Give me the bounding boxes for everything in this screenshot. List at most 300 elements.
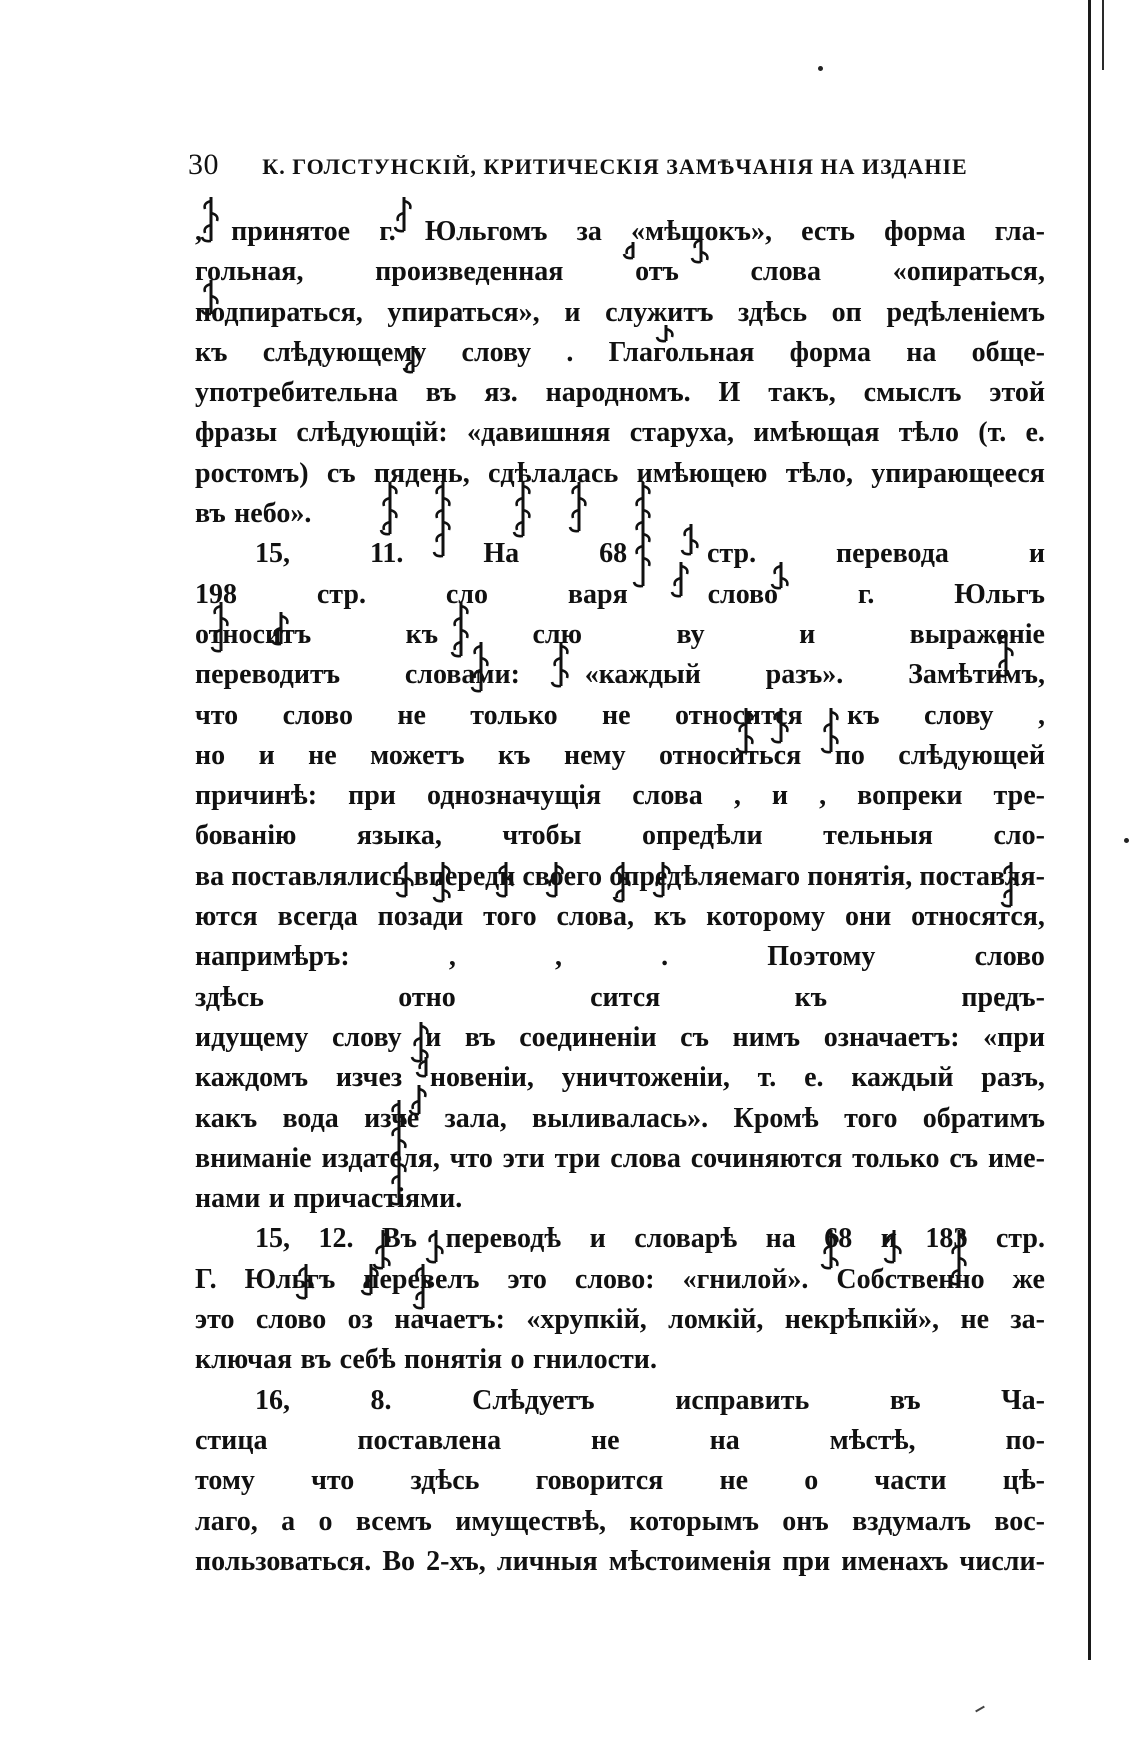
word: и (564, 296, 581, 328)
word: этой (989, 377, 1045, 409)
mongolian-word-glyph (632, 480, 654, 590)
word: къ (653, 901, 687, 933)
word: къ (847, 699, 880, 731)
text-line (195, 1381, 1045, 1421)
word: себѣ (339, 1344, 396, 1376)
word: изче (364, 1102, 420, 1134)
word: слова (610, 1142, 681, 1174)
word: каждомъ (195, 1062, 309, 1094)
text-line (195, 454, 1045, 494)
word: именахъ (841, 1545, 949, 1577)
word: и (799, 618, 816, 650)
word: въ (425, 377, 457, 409)
word: фразы (195, 417, 278, 449)
mongolian-word-glyph (432, 860, 454, 905)
word: 198 (195, 578, 237, 610)
word: обратимъ (922, 1102, 1045, 1134)
word: «давишняя (466, 417, 611, 449)
word: произведенная (375, 256, 564, 288)
word: цѣ- (1002, 1465, 1045, 1497)
word: относятся, (911, 901, 1045, 933)
text-line (195, 978, 1045, 1018)
word: съ (326, 457, 356, 489)
word: однозначущія (427, 780, 602, 812)
word: , (195, 216, 202, 247)
word: въ (464, 1021, 496, 1053)
word: Глагольная (608, 336, 755, 368)
word: народномъ. (545, 377, 691, 409)
mongolian-word-glyph (690, 234, 712, 266)
word: отно (398, 981, 456, 1013)
word: ростомъ) (195, 457, 309, 489)
word: которымъ (629, 1505, 759, 1537)
word: «каждый (584, 659, 701, 691)
word: эти (502, 1142, 545, 1174)
mongolian-word-glyph (948, 1228, 970, 1288)
word: здѣсь (195, 981, 264, 1013)
text-line (195, 1421, 1045, 1461)
word: слово (974, 941, 1045, 973)
word: име- (987, 1142, 1045, 1174)
word: онъ (782, 1505, 829, 1537)
word: 8. (370, 1384, 392, 1416)
mongolian-word-glyph (550, 640, 572, 690)
text-line (195, 816, 1045, 856)
word: 68 (824, 1223, 853, 1255)
word: . (661, 941, 669, 973)
mongolian-word-glyph (402, 344, 424, 376)
word: разъ». (765, 659, 844, 691)
word: поставля- (919, 860, 1045, 892)
word: 11. (369, 538, 404, 570)
mongolian-word-glyph (735, 706, 757, 756)
word: числи- (959, 1545, 1045, 1577)
mongolian-word-glyph (883, 1228, 905, 1266)
word: позади (377, 901, 464, 933)
word: чтобы (502, 820, 582, 852)
word: слѣдующему (262, 336, 427, 368)
word: сло- (993, 820, 1045, 852)
mongolian-word-glyph (680, 522, 702, 558)
word: пользоваться. (195, 1545, 372, 1577)
word: о (510, 1344, 525, 1376)
word: но (195, 739, 226, 771)
word: въ (889, 1384, 921, 1416)
word: такъ, (768, 377, 836, 409)
word: къ (405, 618, 439, 650)
scan-mark (975, 1706, 985, 1713)
word: начаетъ: (394, 1304, 505, 1336)
word: и (589, 1223, 606, 1255)
word: опредѣляемаго (609, 860, 801, 892)
word: нимъ (732, 1021, 801, 1053)
word: слова (632, 780, 703, 812)
mongolian-word-glyph (295, 1262, 317, 1302)
mongolian-word-glyph (652, 860, 674, 900)
word: Собственно (836, 1263, 985, 1295)
mongolian-word-glyph (388, 1098, 410, 1208)
word: перевода (836, 538, 949, 570)
word: переводѣ (445, 1223, 562, 1255)
word: слову (923, 699, 994, 731)
word: причинѣ: (195, 780, 318, 812)
word: въ (300, 1344, 332, 1376)
mongolian-word-glyph (393, 195, 415, 235)
word: выливалась». (532, 1102, 709, 1134)
word: некрѣпкій», (784, 1304, 940, 1336)
word: поставлена (357, 1424, 502, 1456)
scan-edge-rule (1088, 0, 1091, 1660)
word: что (311, 1465, 355, 1497)
text-line (195, 252, 1045, 292)
word: слова, (556, 901, 635, 933)
word: гнилости. (532, 1344, 657, 1376)
word: исправить (675, 1384, 810, 1416)
word: слю (532, 618, 583, 650)
word: гольная, (195, 256, 304, 288)
word: здѣсь (738, 296, 807, 328)
word: къ (195, 336, 228, 368)
word: (т. (978, 417, 1007, 449)
word: слово (707, 578, 778, 610)
word: форма (789, 336, 872, 368)
word: стица (195, 1424, 268, 1456)
text-line (195, 534, 1045, 574)
mongolian-word-glyph (622, 240, 644, 262)
word: Кромѣ (733, 1102, 819, 1134)
mongolian-word-glyph (670, 560, 692, 600)
word: . (566, 336, 574, 368)
word: Замѣтимъ, (908, 659, 1045, 691)
mongolian-word-glyph (415, 1055, 437, 1080)
word: личныя (496, 1545, 598, 1577)
scan-edge-rule-short (1102, 0, 1104, 70)
word: напримѣръ: (195, 941, 350, 973)
mongolian-word-glyph (545, 860, 567, 900)
word: можетъ (370, 739, 465, 771)
word: «гнилой». (682, 1263, 809, 1295)
word: и (268, 1183, 285, 1215)
word: лаго, (195, 1505, 258, 1537)
word: вздумалъ (852, 1505, 971, 1537)
word: слѣдующій: (296, 417, 448, 449)
word: Слѣдуетъ (472, 1384, 595, 1416)
word: при (348, 780, 396, 812)
text-line (195, 1099, 1045, 1139)
word: не (308, 739, 337, 771)
mongolian-word-glyph (210, 600, 232, 655)
word: о (804, 1465, 819, 1497)
page-header (188, 148, 1068, 182)
word: соединеніи (519, 1021, 657, 1053)
word: слову (461, 336, 532, 368)
word: какъ (195, 1102, 258, 1134)
word: языка, (356, 820, 442, 852)
word: есть (801, 216, 855, 247)
word: вода (282, 1102, 339, 1134)
word: «опираться, (892, 256, 1045, 288)
word: «при (983, 1021, 1045, 1053)
word: предъ- (961, 981, 1045, 1013)
word: ва (195, 860, 225, 892)
word: три (554, 1142, 601, 1174)
text-line (195, 575, 1045, 615)
word: Поэтому (767, 941, 876, 973)
word: 15, (255, 538, 290, 570)
text-line (195, 1260, 1045, 1300)
word: разъ, (981, 1062, 1045, 1094)
mongolian-word-glyph (770, 706, 792, 746)
word: впереди (413, 860, 516, 892)
mongolian-word-glyph (470, 640, 492, 695)
word: упираться», (387, 296, 540, 328)
word: сочиняются (690, 1142, 843, 1174)
text-line (195, 1018, 1045, 1058)
word: обще- (971, 336, 1045, 368)
word: стр. (995, 1223, 1045, 1255)
word: мѣстѣ, (829, 1424, 916, 1456)
word: Г. (195, 1263, 217, 1295)
word: не (960, 1304, 989, 1336)
word: понятія, (807, 860, 913, 892)
word: ключая (195, 1344, 293, 1376)
word: съ (949, 1142, 979, 1174)
mongolian-word-glyph (408, 1083, 430, 1118)
word: опредѣли (642, 820, 763, 852)
text-line (195, 1139, 1045, 1179)
word: слову (332, 1021, 402, 1053)
word: нему (563, 739, 626, 771)
word: не (719, 1465, 749, 1497)
mongolian-word-glyph (432, 480, 454, 560)
word: и (425, 1021, 442, 1053)
word: т. (757, 1062, 777, 1094)
word: сло (445, 578, 488, 610)
word: и (771, 780, 789, 812)
word: 12. (318, 1223, 354, 1255)
word: принятое (231, 216, 351, 247)
word: по (834, 739, 865, 771)
word: которому (706, 901, 826, 933)
mongolian-word-glyph (270, 610, 292, 648)
mongolian-word-glyph (425, 1228, 447, 1266)
text-line (195, 333, 1045, 373)
word: 68 (599, 538, 628, 570)
word: ются (195, 901, 258, 933)
word: выраженіе (909, 618, 1045, 650)
word: слово: (574, 1263, 655, 1295)
scan-speck (818, 66, 823, 71)
word: тре- (993, 780, 1045, 812)
word: идущему (195, 1021, 309, 1053)
word: ву (676, 618, 705, 650)
word: за- (1010, 1304, 1045, 1336)
word: вос- (994, 1505, 1045, 1537)
word: отъ (635, 256, 679, 288)
text-line (195, 1300, 1045, 1340)
word: понятія (404, 1344, 503, 1376)
word: слово (282, 699, 353, 731)
text-line (195, 1502, 1045, 1542)
word: изчез (335, 1062, 403, 1094)
word: и (1028, 538, 1045, 570)
word: они (845, 901, 892, 933)
word: что (195, 699, 239, 731)
word: всегда (277, 901, 358, 933)
word: упирающееся (871, 457, 1045, 489)
word: части (874, 1465, 947, 1497)
mongolian-word-glyph (995, 630, 1017, 680)
word: того (483, 901, 537, 933)
word: сится (590, 981, 661, 1013)
mongolian-word-glyph (200, 278, 222, 318)
word: въ (195, 498, 226, 530)
word: «хрупкій, (526, 1304, 647, 1336)
word: новеніи, (429, 1062, 534, 1094)
word: На (483, 538, 520, 570)
mongolian-word-glyph (770, 560, 792, 592)
text-line (195, 1340, 1045, 1380)
word: сдѣлалась (488, 457, 619, 489)
word: словами: (404, 659, 520, 691)
word: подпираться, (195, 296, 363, 328)
word: къ (498, 739, 531, 771)
word: что (449, 1142, 493, 1174)
mongolian-word-glyph (612, 860, 634, 905)
text-line (195, 1058, 1045, 1098)
word: переводитъ (195, 659, 341, 691)
word: не (397, 699, 426, 731)
mongolian-word-glyph (512, 480, 534, 540)
word: гла- (994, 216, 1045, 247)
word: всемъ (355, 1505, 432, 1537)
word: на (765, 1223, 796, 1255)
word: яз. (484, 377, 518, 409)
word: же (1012, 1263, 1045, 1295)
mongolian-word-glyph (820, 706, 842, 756)
word: поставлялись (231, 860, 407, 892)
word: причастіями. (293, 1183, 463, 1215)
text-line (195, 696, 1045, 736)
word: , (819, 780, 827, 812)
word: , (448, 941, 456, 973)
word: это (507, 1263, 547, 1295)
word: , (1037, 699, 1045, 731)
word: уничтоженіи, (561, 1062, 730, 1094)
mongolian-word-glyph (412, 1262, 434, 1312)
text-line (195, 1542, 1045, 1582)
word: имѣющая (753, 417, 880, 449)
word: форма (884, 216, 966, 247)
word: перевелъ (363, 1263, 480, 1295)
word: е. (804, 1062, 824, 1094)
word: г. (857, 578, 875, 610)
word: употребительна (195, 377, 398, 409)
word: словарѣ (634, 1223, 738, 1255)
mongolian-word-glyph (1000, 860, 1022, 910)
text-line (195, 1219, 1045, 1259)
word: здѣсь (410, 1465, 480, 1497)
word: стр. (316, 578, 366, 610)
word: е. (1025, 417, 1045, 449)
text-line (195, 736, 1045, 776)
text-line (195, 494, 1045, 534)
word: нами (195, 1183, 261, 1215)
word: Юльгомъ (424, 216, 548, 247)
word: при (782, 1545, 831, 1577)
word: тѣло (898, 417, 960, 449)
word: 183 (925, 1223, 968, 1255)
text-line (195, 776, 1045, 816)
mongolian-word-glyph (379, 480, 401, 538)
word: относиться (659, 739, 802, 771)
word: 16, (255, 1384, 290, 1416)
word: относится (674, 699, 803, 731)
mongolian-word-glyph (395, 860, 417, 900)
word: говорится (535, 1465, 664, 1497)
text-line (195, 655, 1045, 695)
text-line (195, 293, 1045, 333)
mongolian-word-glyph (568, 480, 590, 535)
word: на (906, 336, 937, 368)
word: Въ (381, 1223, 417, 1255)
word: зала, (444, 1102, 507, 1134)
mongolian-word-glyph (495, 860, 517, 900)
word: «мѣшокъ», (631, 216, 773, 247)
word: небо». (234, 498, 312, 530)
word: оз (347, 1304, 373, 1336)
word: 15, (255, 1223, 290, 1255)
word: не (601, 699, 631, 731)
word: за (576, 216, 602, 247)
word: только (470, 699, 558, 731)
page-number: 30 (188, 148, 219, 181)
word: Юльгъ (244, 1263, 336, 1295)
word: вниманіе (195, 1142, 312, 1174)
text-line (195, 937, 1045, 977)
word: , (554, 941, 562, 973)
word: стр. (707, 538, 757, 570)
mongolian-word-glyph (200, 195, 222, 245)
word: смыслъ (863, 377, 962, 409)
word: Ча- (1001, 1384, 1045, 1416)
word: тельныя (823, 820, 933, 852)
word: и (880, 1223, 897, 1255)
word: бованію (195, 820, 297, 852)
word: И (718, 377, 741, 409)
word: имѣющею (636, 457, 768, 489)
word: редѣленіемъ (886, 296, 1045, 328)
word: Юльгъ (954, 578, 1045, 610)
word: это (195, 1304, 235, 1336)
word: слѣдующей (898, 739, 1045, 771)
word: г. (379, 216, 396, 247)
word: и (258, 739, 275, 771)
word: о (318, 1505, 333, 1537)
word: оп (831, 296, 862, 328)
word: ломкій, (668, 1304, 764, 1336)
word: слова (750, 256, 822, 288)
word: не (591, 1424, 620, 1456)
text-line (195, 1461, 1045, 1501)
word: къ (794, 981, 828, 1013)
word: вопреки (857, 780, 963, 812)
word: означаетъ: (823, 1021, 960, 1053)
word: относитъ (195, 618, 312, 650)
word: старуха, (629, 417, 735, 449)
text-line (195, 373, 1045, 413)
word: имуществѣ, (455, 1505, 606, 1537)
